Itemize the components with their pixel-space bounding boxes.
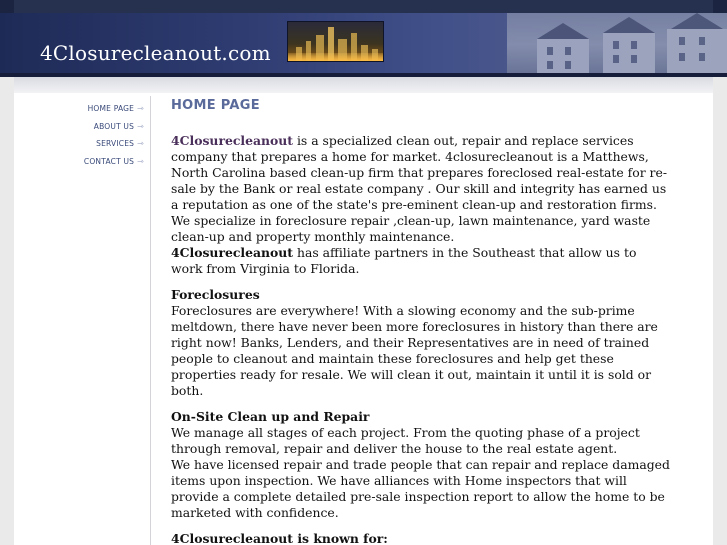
arrow-right-icon: ⇾: [137, 156, 144, 166]
section-heading: Foreclosures: [171, 287, 260, 302]
section-heading: On-Site Clean up and Repair: [171, 409, 370, 424]
houses-banner-image: [507, 13, 727, 77]
nav-item-label: SERVICES: [96, 139, 135, 148]
nav-item-home-page[interactable]: [14, 100, 150, 118]
top-bar: [0, 0, 727, 13]
intro-text-2: has affiliate partners in the Southeast that allow us to work from Virginia to Florida.: [171, 245, 637, 276]
site-title[interactable]: 4Closurecleanout.com: [40, 41, 271, 65]
arrow-right-icon: ⇾: [137, 104, 144, 113]
arrow-right-icon: ⇾: [137, 139, 144, 148]
city-skyline-image: [287, 21, 384, 62]
known-for-section: [171, 531, 671, 545]
arrow-right-icon: ⇾: [137, 121, 144, 131]
sidebar-divider: [150, 96, 151, 545]
intro-text: is a specialized clean out, repair and replace services company that prepares a home for market. 4closurecleanout is a Matthews, North Carolina based clean-up firm that prepares foreclosed real-estate for re-sale by the Bank or real estate company . Our skill and integrity has earned us a reputation as one of the state's pre-eminent clean-up and restoration firms. We specialize in foreclosure repair ,clean-up, lawn maintenance, yard waste clean-up and property monthly maintenance.: [171, 133, 668, 244]
left-gutter: [0, 77, 14, 545]
section-heading: 4Closurecleanout is known for:: [171, 531, 388, 545]
nav-item-label: ABOUT US: [93, 121, 135, 131]
page-title: HOME PAGE: [171, 98, 260, 113]
nav-item-about-us[interactable]: [14, 118, 150, 136]
intro-paragraph: [171, 133, 671, 277]
foreclosures-text: Foreclosures are everywhere! With a slowing economy and the sub-prime meltdown, there have never been more foreclosures in history than there are right now! Banks, Lenders, and their Representatives are in need of trained people to cleanout and maintain these foreclosures and help get these properties ready for resale. We will clean it out, maintain it until it is sold or both.: [171, 303, 658, 398]
onsite-text-2: We have licensed repair and trade people that can repair and replace damaged items upon inspection. We have alliances with Home inspectors that will provide a complete detailed pre-sale inspection report to allow the home to be marketed with confidence.: [171, 457, 670, 520]
nav-item-label: CONTACT US: [83, 156, 135, 166]
brand-name: 4Closurecleanout: [171, 133, 294, 148]
header-shadow-band: [14, 77, 713, 93]
right-gutter: [713, 77, 727, 545]
foreclosures-section: [171, 287, 671, 399]
sidebar-nav: [14, 100, 150, 170]
nav-item-label: HOME PAGE: [87, 104, 135, 113]
top-bar-inner: [14, 0, 713, 13]
nav-item-contact-us[interactable]: [14, 153, 150, 171]
brand-name: 4Closurecleanout: [171, 245, 294, 260]
onsite-text-1: We manage all stages of each project. From the quoting phase of a project through removal, repair and deliver the house to the real estate agent.: [171, 425, 640, 456]
site-header: [0, 13, 727, 77]
nav-item-services[interactable]: [14, 135, 150, 153]
main-content: [171, 98, 671, 545]
onsite-section: [171, 409, 671, 521]
